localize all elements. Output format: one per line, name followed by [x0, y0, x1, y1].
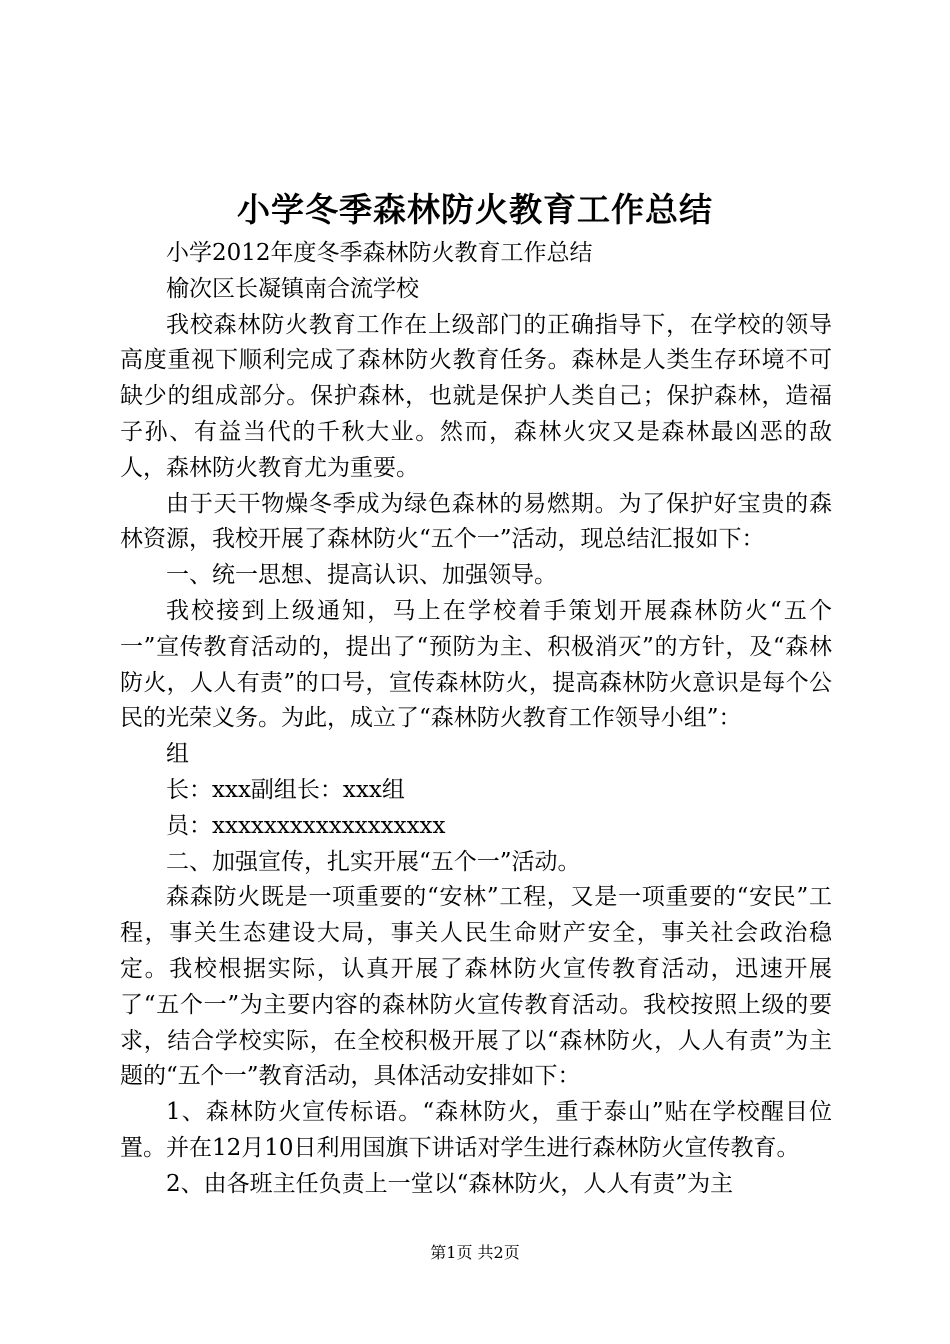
paragraph-background: 由于天干物燥冬季成为绿色森林的易燃期。为了保护好宝贵的森林资源，我校开展了森林防火“五个一”活动，现总结汇报如下： — [120, 490, 832, 553]
section-heading-one: 一、统一思想、提高认识、加强领导。 — [166, 562, 557, 589]
paragraph-group-members: 员：xxxxxxxxxxxxxxxxxx — [166, 812, 446, 839]
paragraph-section-two: 森森防火既是一项重要的“安林”工程，又是一项重要的“安民”工程，事关生态建设大局，事关人民生命财产安全，事关社会政治稳定。我校根据实际，认真开展了森林防火宣传教育活动，迅速开展了“五个一”为主要内容的森林防火宣传教育活动。我校按照上级的要求，结合学校实际，在全校积极开展了以“森林防火，人人有责”为主题的“五个一”教育活动，具体活动安排如下： — [120, 884, 832, 1090]
document-body — [120, 236, 832, 1203]
paragraph-group: 组 — [166, 741, 189, 768]
list-item-two: 2、由各班主任负责上一堂以“森林防火，人人有责”为主 — [166, 1170, 734, 1197]
paragraph-group-leader: 长：xxx副组长：xxx组 — [166, 776, 405, 803]
paragraph-subtitle: 小学2012年度冬季森林防火教育工作总结 — [166, 240, 593, 266]
section-heading-two: 二、加强宣传，扎实开展“五个一”活动。 — [166, 848, 581, 875]
page-number-footer: 第1页 共2页 — [430, 1243, 520, 1262]
paragraph-school: 榆次区长凝镇南合流学校 — [166, 275, 419, 302]
paragraph-section-one: 我校接到上级通知，马上在学校着手策划开展森林防火“五个一”宣传教育活动的，提出了“预防为主、积极消灭”的方针，及“森林防火，人人有责”的口号，宣传森林防火，提高森林防火意识是每个公民的光荣义务。为此，成立了“森林防火教育工作领导小组”： — [120, 597, 832, 732]
list-item-one: 1、森林防火宣传标语。“森林防火，重于泰山”贴在学校醒目位置。并在12月10日利用国旗下讲话对学生进行森林防火宣传教育。 — [120, 1099, 832, 1161]
paragraph-intro: 我校森林防火教育工作在上级部门的正确指导下，在学校的领导高度重视下顺利完成了森林防火教育任务。森林是人类生存环境不可缺少的组成部分。保护森林，也就是保护人类自己；保护森林，造福子孙、有益当代的千秋大业。然而，森林火灾又是森林最凶恶的敌人，森林防火教育尤为重要。 — [120, 311, 832, 481]
document-title: 小学冬季森林防火教育工作总结 — [237, 190, 713, 229]
